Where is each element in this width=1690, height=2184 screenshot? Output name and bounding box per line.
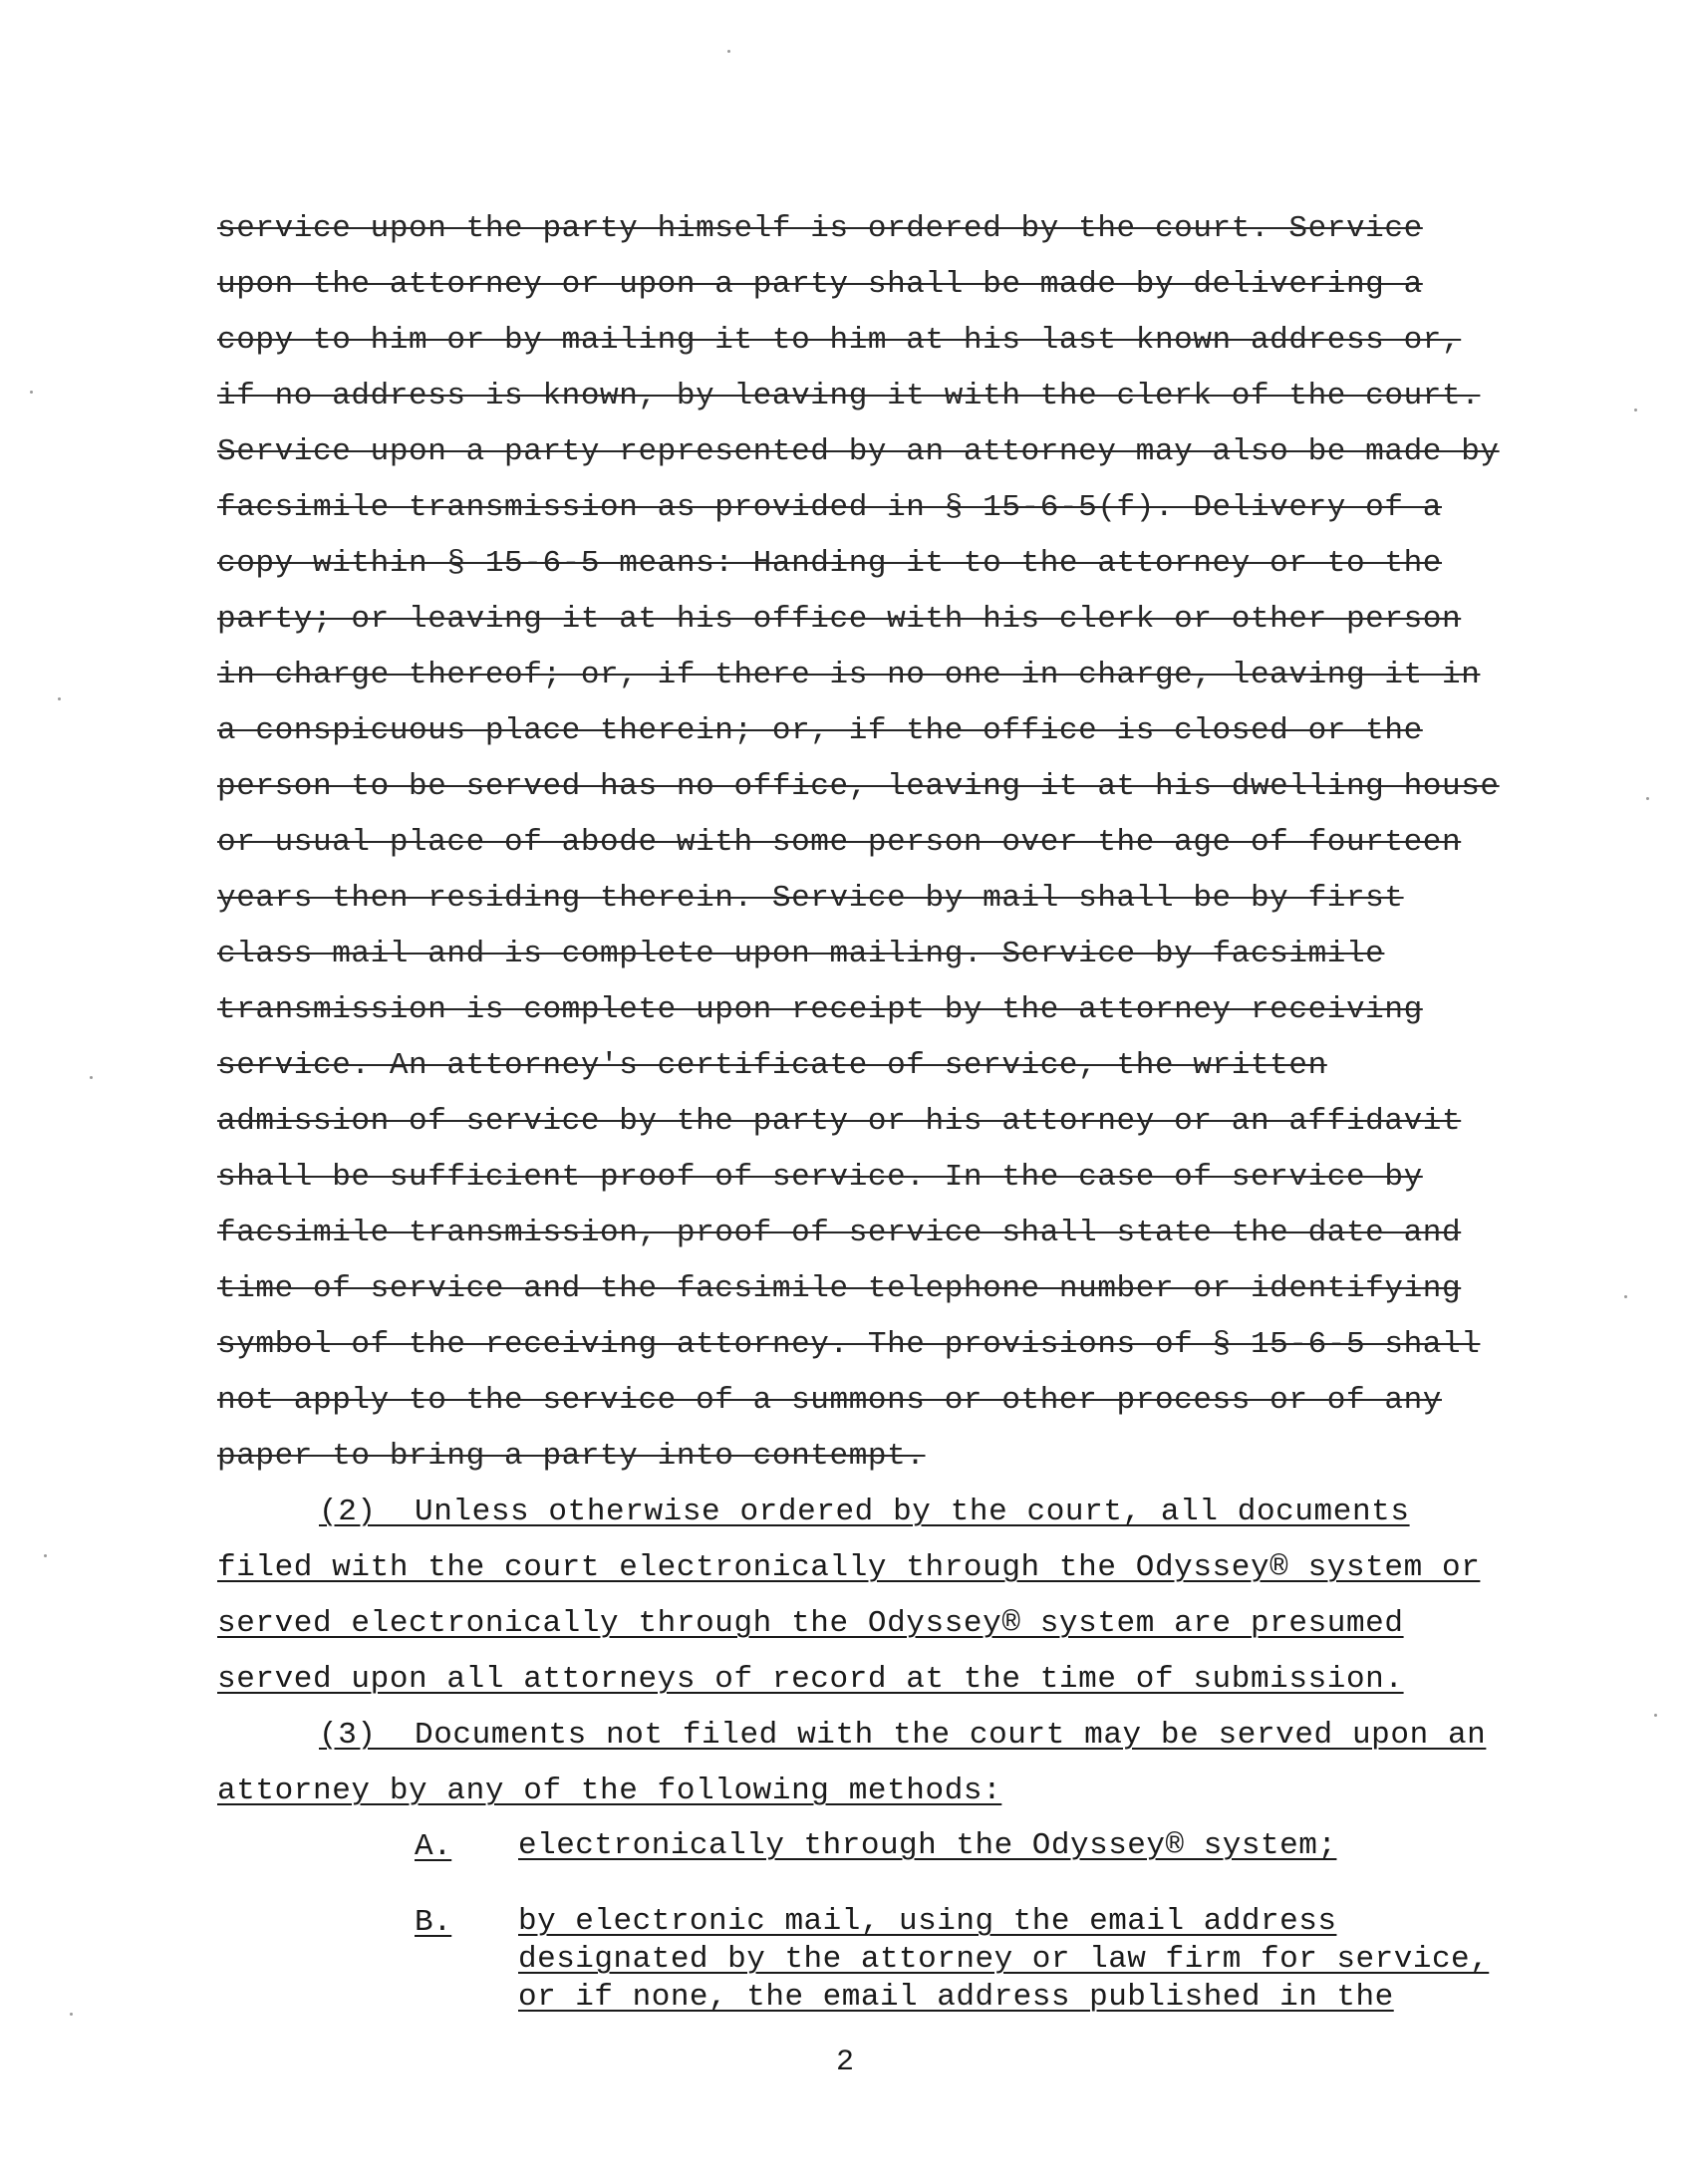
scan-speck [44, 1554, 47, 1557]
struck-line: transmission is complete upon receipt by the attorney receiving [217, 992, 1423, 1027]
struck-line: time of service and the facsimile telephone number or identifying [217, 1271, 1462, 1306]
struck-line: facsimile transmission as provided in § 15-6-5(f). Delivery of a [217, 490, 1442, 525]
scan-speck [1654, 1714, 1657, 1717]
struck-line: in charge thereof; or, if there is no one in charge, leaving it in [217, 658, 1481, 692]
list-item-text: electronically through the Odyssey® system; [518, 1828, 1337, 1863]
struck-line: paper to bring a party into contempt. [217, 1439, 926, 1474]
scan-speck [1624, 1295, 1627, 1298]
list-item-text: designated by the attorney or law firm for service, [518, 1942, 1490, 1977]
struck-line: person to be served has no office, leaving it at his dwelling house [217, 769, 1500, 804]
struck-line: service. An attorney's certificate of service, the written [217, 1048, 1327, 1083]
struck-line: not apply to the service of a summons or other process or of any [217, 1383, 1442, 1418]
list-item-label: B. [415, 1905, 452, 1940]
struck-line: upon the attorney or upon a party shall be made by delivering a [217, 267, 1423, 302]
paragraph-line: served upon all attorneys of record at the time of submission. [217, 1662, 1404, 1697]
scan-speck [727, 50, 730, 53]
struck-line: copy to him or by mailing it to him at his last known address or, [217, 323, 1462, 358]
struck-line: copy within § 15-6-5 means: Handing it to the attorney or to the [217, 546, 1442, 581]
paragraph-line: attorney by any of the following methods: [217, 1774, 1002, 1808]
struck-line: a conspicuous place therein; or, if the office is closed or the [217, 713, 1423, 748]
paragraph-line: filed with the court electronically through the Odyssey® system or [217, 1550, 1481, 1585]
page-number: 2 [835, 2046, 854, 2079]
struck-line: service upon the party himself is ordered by the court. Service [217, 211, 1423, 246]
struck-line: facsimile transmission, proof of service shall state the date and [217, 1216, 1462, 1250]
paragraph-line: (3) Documents not filed with the court may be served upon an [319, 1718, 1487, 1753]
struck-line: years then residing therein. Service by mail shall be by first [217, 881, 1404, 916]
scan-speck [90, 1076, 93, 1079]
struck-line: if no address is known, by leaving it with the clerk of the court. [217, 379, 1481, 413]
list-item-text: or if none, the email address published in the [518, 1980, 1394, 2015]
struck-line: symbol of the receiving attorney. The provisions of § 15-6-5 shall [217, 1327, 1481, 1362]
list-item-label: A. [415, 1829, 452, 1864]
paragraph-line: served electronically through the Odyssey® system are presumed [217, 1606, 1404, 1641]
struck-line: admission of service by the party or his attorney or an affidavit [217, 1104, 1462, 1139]
list-item-text: by electronic mail, using the email address [518, 1904, 1337, 1939]
struck-line: shall be sufficient proof of service. In the case of service by [217, 1160, 1423, 1195]
scan-speck [58, 697, 61, 700]
struck-line: or usual place of abode with some person over the age of fourteen [217, 825, 1462, 860]
scan-speck [70, 2013, 73, 2016]
struck-line: party; or leaving it at his office with his clerk or other person [217, 602, 1462, 637]
struck-line: Service upon a party represented by an attorney may also be made by [217, 434, 1500, 469]
struck-line: class mail and is complete upon mailing. Service by facsimile [217, 937, 1385, 971]
scan-speck [30, 391, 33, 394]
scan-speck [1634, 409, 1637, 411]
paragraph-line: (2) Unless otherwise ordered by the court, all documents [319, 1495, 1410, 1529]
scan-speck [1646, 797, 1649, 800]
